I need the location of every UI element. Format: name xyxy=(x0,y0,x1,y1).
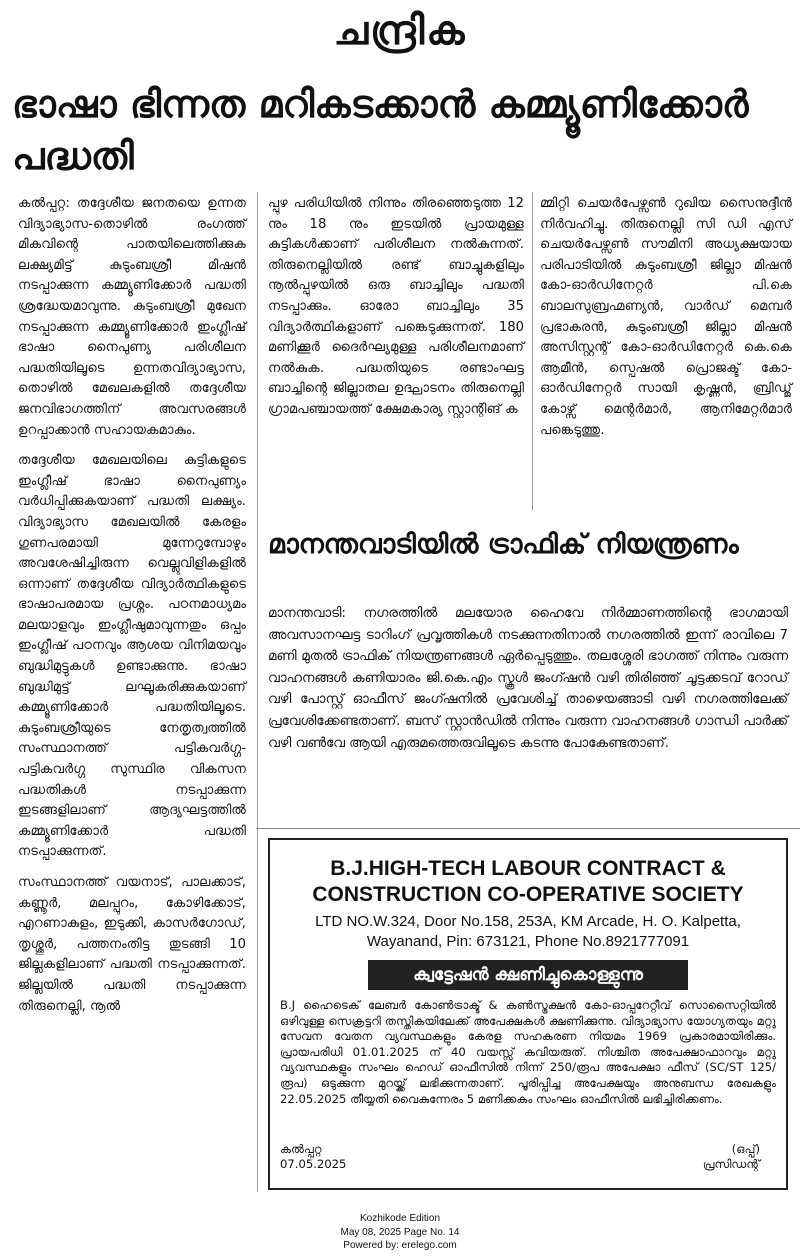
masthead: ചന്ദ്രിക xyxy=(333,8,467,54)
ad-address-line: LTD NO.W.324, Door No.158, 253A, KM Arcade, H. O. Kalpetta, xyxy=(315,913,741,930)
article-column-3 xyxy=(540,194,792,451)
paragraph: കൽപ്പറ്റ: തദ്ദേശീയ ജനതയെ ഉന്നത വിദ്യാഭ്യാസ-തൊഴിൽ രംഗത്ത് മികവിന്റെ പാതയിലെത്തിക്കുക ലക്ഷ്യമിട്ട് കുടുംബശ്രീ മിഷൻ നടപ്പാക്കുന്ന കമ്മ്യൂണിക്കോർ പദ്ധതി ശ്രദ്ധേയമാവുന്നു. കുടുംബശ്രീ മുഖേന നടപ്പാക്കുന്ന കമ്മ്യൂണിക്കോർ ഇംഗ്ലീഷ് ഭാഷാ നൈപുണ്യ പരിശീലന പദ്ധതിയിലൂടെ ഉന്നതവിദ്യാഭ്യാസ, തൊഴിൽ മേഖലകളിൽ തദ്ദേശീയ ജനവിഭാഗത്തിന് അവസരങ്ങൾ ഉറപ്പാക്കാൻ സഹായകമാകും. xyxy=(18,196,246,438)
footer-date-page: May 08, 2025 Page No. 14 xyxy=(340,1226,460,1238)
ad-body: B.J ഹൈടെക് ലേബർ കോൺട്രാക്ട് & കൺസ്ട്രക്ഷൻ കോ-ഓപ്പറേറ്റീവ് സൊസൈറ്റിയിൽ ഒഴിവുള്ള സെക്രട്ടറി തസ്തികയിലേക്ക് അപേക്ഷകൾ ക്ഷണിക്കുന്നു. വിദ്യാഭ്യാസ യോഗ്യതയും മറ്റു സേവന വേതന വ്യവസ്ഥകളും കേരള സഹകരണ നിയമം 1969 പ്രകാരമായിരിക്കും. പ്രായപരിധി 01.01.2025 ന് 40 വയസ്സ് കവിയരുത്. നിശ്ചിത അപേക്ഷാഫാറവും മറ്റു വ്യവസ്ഥകളും സംഘം ഹെഡ് ഓഫീസിൽ നിന്ന് 250/രൂപ അപേക്ഷാ ഫീസ് (SC/ST 125/രൂപ) ഒടുക്കുന്ന മുറയ്ക്ക് ലഭിക്കുന്നതാണ്. പൂരിപ്പിച്ച അപേക്ഷയും അനുബന്ധ രേഖകളും 22.05.2025 തീയ്യതി വൈകുന്നേരം 5 മണിക്കകം സംഘം ഓഫീസിൽ ലഭിച്ചിരിക്കണം. xyxy=(280,998,776,1106)
ad-title-line: CONSTRUCTION CO-OPERATIVE SOCIETY xyxy=(312,883,744,906)
ad-date: 07.05.2025 xyxy=(280,1157,347,1171)
main-headline: ഭാഷാ ഭിന്നത മറികടക്കാൻ കമ്മ്യൂണിക്കോർ പദ്ധതി xyxy=(12,82,749,178)
ad-place-date xyxy=(280,1142,346,1172)
ad-address xyxy=(270,912,786,952)
paragraph: പ്പുഴ പരിധിയിൽ നിന്നും തിരഞ്ഞെടുത്ത 12 നും 18 നും ഇടയിൽ പ്രായമുള്ള കുട്ടികൾക്കാണ് പരിശീലന നൽകുന്നത്. തിരുനെല്ലിയിൽ രണ്ട് ബാച്ചുകളിലും നൂൽപ്പുഴയിൽ ഒരു ബാച്ചിലും പദ്ധതി നടപ്പാക്കും. ഓരോ ബാച്ചിലും 35 വിദ്യാർത്ഥികളാണ് പങ്കെടുക്കുന്നത്. 180 മണിക്കൂർ ദൈർഘ്യമുള്ള പരിശീലനമാണ് നൽകുക. പദ്ധതിയുടെ രണ്ടാംഘട്ട ബാച്ചിന്റെ ജില്ലാതല ഉദ്ഘാടനം തിരുനെല്ലി ഗ്രാമപഞ്ചായത്ത് ക്ഷേമകാര്യ സ്റ്റാന്റിങ് ക xyxy=(268,196,524,417)
ad-sign-title: പ്രസിഡന്റ് xyxy=(702,1157,760,1171)
ad-banner: ക്വട്ടേഷൻ ക്ഷണിച്ചുകൊള്ളുന്നു xyxy=(368,960,688,990)
ad-address-line: Wayanand, Pin: 673121, Phone No.8921777091 xyxy=(366,933,690,950)
column-divider xyxy=(532,192,533,510)
article-column-2 xyxy=(268,194,524,431)
ad-sign-note: (ഒപ്പ്) xyxy=(731,1142,760,1156)
paragraph: മ്മിറ്റി ചെയർപേഴ്സൺ റുഖിയ സൈനുദ്ദീൻ നിർവഹിച്ചു. തിരുനെല്ലി സി ഡി എസ് ചെയർപേഴ്സൺ സൗമിനി അധ്യക്ഷയായ പരിപാടിയിൽ കുടുംബശ്രീ ജില്ലാ മിഷൻ കോ-ഓർഡിനേറ്റർ പി.കെ ബാലസുബ്രഹ്മണ്യൻ, വാർഡ് മെമ്പർ പ്രഭാകരൻ, കുടുംബശ്രീ ജില്ലാ മിഷൻ അസിസ്റ്റന്റ് കോ-ഓർഡിനേറ്റർ കെ.കെ ആമീൻ, സ്പെഷൽ പ്രൊജക്ട് കോ-ഓർഡിനേറ്റർ സായി കൃഷ്ണൻ, ബ്രിഡ്ജ് കോഴ്സ് മെന്റർമാർ, ആനിമേറ്റർമാർ പങ്കെടുത്തു. xyxy=(540,196,792,438)
ad-place: കൽപ്പറ്റ xyxy=(280,1142,322,1156)
footer-powered: Powered by: erelego.com xyxy=(343,1240,457,1251)
traffic-body: മാനന്തവാടി: നഗരത്തിൽ മലയോര ഹൈവേ നിർമ്മാണത്തിന്റെ ഭാഗമായി അവസാനഘട്ട ടാറിംഗ് പ്രവൃത്തികൾ നടക്കുന്നതിനാൽ നഗരത്തിൽ ഇന്ന് രാവിലെ 7 മണി മുതൽ ട്രാഫിക് നിയന്ത്രണങ്ങൾ ഏർപ്പെടുത്തും. തലശ്ശേരി ഭാഗത്ത് നിന്നും വരുന്ന വാഹനങ്ങൾ കണിയാരം ജി.കെ.എം സ്കൂൾ ജംഗ്ഷൻ വഴി തിരിഞ്ഞ് ചൂട്ടക്കടവ് റോഡ് വഴി പോസ്റ്റ് ഓഫീസ് ജംഗ്ഷനിൽ പ്രവേശിച്ച് താഴെയങ്ങാടി വഴി നഗരത്തിലേക്ക് പ്രവേശിക്കേണ്ടതാണ്. ബസ് സ്റ്റാൻഡിൽ നിന്നും വരുന്ന വാഹനങ്ങൾ ഗാന്ധി പാർക്ക് വഴി വൺവേ ആയി എരുമത്തെരുവിലൂടെ കടന്നു പോകേണ്ടതാണ്. xyxy=(268,606,788,751)
article-column-1 xyxy=(18,194,246,1027)
traffic-headline: മാനന്തവാടിയിൽ ട്രാഫിക് നിയന്ത്രണം xyxy=(268,529,739,560)
footer-edition: Kozhikode Edition xyxy=(359,1213,441,1224)
advertisement-box xyxy=(268,838,788,1190)
ad-title xyxy=(270,856,786,908)
ad-title-line: B.J.HIGH-TECH LABOUR CONTRACT & xyxy=(330,857,726,880)
page-footer xyxy=(0,1212,800,1253)
paragraph: സംസ്ഥാനത്ത് വയനാട്, പാലക്കാട്, കണ്ണൂർ, മലപ്പുറം, കോഴിക്കോട്, എറണാകുളം, ഇടുക്കി, കാസർഗോഡ്, തൃശ്ശൂർ, പത്തനംതിട്ട തുടങ്ങി 10 ജില്ലകളിലാണ് പദ്ധതി നടപ്പാക്കുന്നത്. ജില്ലയിൽ പദ്ധതി നടപ്പാക്കുന്ന തിരുനെല്ലി, നൂൽ xyxy=(18,875,246,1014)
ad-signature xyxy=(703,1142,760,1172)
paragraph: തദ്ദേശീയ മേഖലയിലെ കുട്ടികളുടെ ഇംഗ്ലീഷ് ഭാഷാ നൈപുണ്യം വർധിപ്പിക്കുകയാണ് പദ്ധതി ലക്ഷ്യം. വിദ്യാഭ്യാസ മേഖലയിൽ കേരളം ഗുണപരമായി മുന്നേറുമ്പോഴും അവശേഷിച്ചിരുന്ന വെല്ലുവിളികളിൽ ഒന്നാണ് തദ്ദേശീയ വിദ്യാർത്ഥികളുടെ ഭാഷാപരമായ പ്രശ്നം. പഠനമാധ്യമം മലയാളവും ഇംഗ്ലീഷുമാവുന്നതും ഒപ്പം ഇംഗ്ലീഷ് പഠനവും ആശയ വിനിമയവും ബുദ്ധിമുട്ടുകൾ ഉണ്ടാക്കുന്നു. ഭാഷാ ബുദ്ധിമുട്ട് ലഘൂകരിക്കുകയാണ് കമ്മ്യൂണിക്കോർ പദ്ധതിയിലൂടെ. കുടുംബശ്രീയുടെ നേതൃത്വത്തിൽ സംസ്ഥാനത്ത് പട്ടികവർഗ്ഗ- പട്ടികവർഗ്ഗ സുസ്ഥിര വികസന പദ്ധതികൾ നടപ്പാക്കുന്ന ഇടങ്ങളിലാണ് ആദ്യഘട്ടത്തിൽ കമ്മ്യൂണിക്കോർ പദ്ധതി നടപ്പാക്കുന്നത്. xyxy=(18,453,246,860)
